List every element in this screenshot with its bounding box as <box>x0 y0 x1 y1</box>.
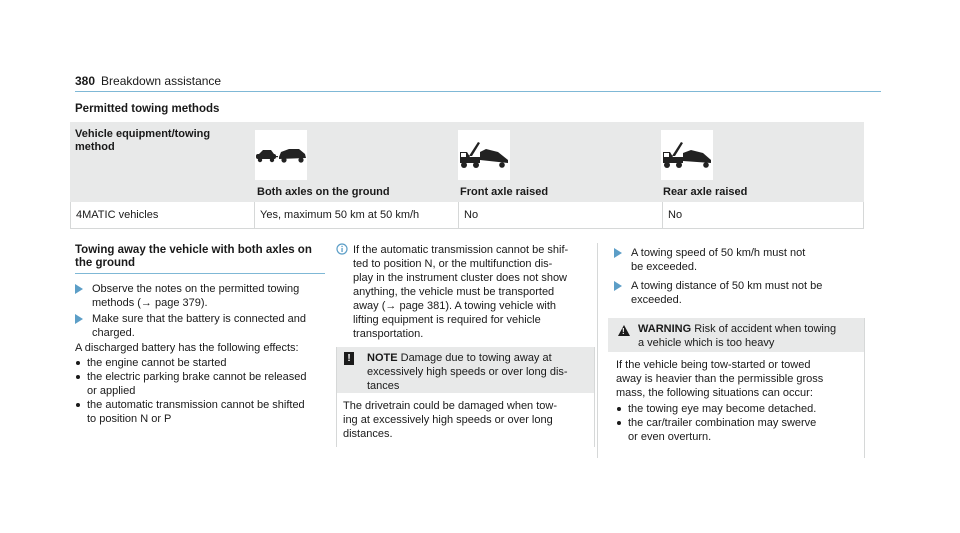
table-header-label: Both axles on the ground <box>257 186 390 198</box>
table-header-cell <box>456 122 659 202</box>
note-body: The drivetrain could be damaged when tow- ing at excessively high speeds or over long distances. <box>343 400 558 440</box>
table-header-cell <box>253 122 456 202</box>
table-title: Permitted towing methods <box>75 103 220 115</box>
list-item: the electric parking brake cannot be released or applied <box>75 370 330 398</box>
table-header-cell <box>659 122 864 202</box>
effects-list <box>75 356 330 426</box>
step-arrow-icon <box>614 281 622 291</box>
note-label: NOTE <box>367 352 398 364</box>
step-arrow-icon <box>614 248 622 258</box>
table-header-cell <box>70 122 253 202</box>
note-box <box>336 347 595 447</box>
warning-triangle-icon: ! <box>618 325 630 336</box>
column-divider <box>597 243 598 458</box>
page-header <box>75 74 221 88</box>
section-heading: Towing away the vehicle with both axles on the ground <box>75 244 312 269</box>
table-row <box>70 202 864 229</box>
car-towed-icon <box>255 130 307 180</box>
table-header-row <box>70 122 864 202</box>
table-cell: No <box>668 209 683 221</box>
tow-truck-front-raised-icon <box>458 130 510 180</box>
warning-label: WARNING <box>638 323 692 335</box>
table-header-label: Vehicle equipment/towing method <box>75 128 211 153</box>
warning-list <box>616 402 858 444</box>
list-item: the car/trailer combination may swerve or even overturn. <box>616 416 858 444</box>
list-item: the automatic transmission cannot be shifted to position N or P <box>75 398 330 426</box>
info-icon <box>336 243 348 255</box>
warning-header: ! WARNING Risk of accident when towing a vehicle which is too heavy <box>608 318 864 352</box>
info-block: If the automatic transmission cannot be shif- ted to position N, or the multifunction dis- play in the instrument cluster does not show anything, the vehicle must be transported away (→ page 381). A towing vehicle with lifting equipment is required for vehicle transportation. <box>336 243 591 341</box>
step-item: A towing distance of 50 km must not be exceeded. <box>614 279 871 307</box>
list-item: the engine cannot be started <box>75 356 330 370</box>
step-item: Make sure that the battery is connected and charged. <box>75 312 332 340</box>
table-header-label: Rear axle raised <box>663 186 748 198</box>
section-rule <box>75 273 325 274</box>
list-item: the towing eye may become detached. <box>616 402 858 416</box>
table-header-label: Front axle raised <box>460 186 549 198</box>
table-cell: 4MATIC vehicles <box>71 202 255 228</box>
section-name: Breakdown assistance <box>101 74 222 88</box>
warning-body: If the vehicle being tow-started or towed away is heavier than the permissible gross mass, the following situations can occur: the towing eye may become detached. the car/trailer combination may swerve or even overturn. <box>608 352 864 450</box>
step-item: Observe the notes on the permitted towing methods (→ page 379). <box>75 282 332 310</box>
note-header: ! NOTE Damage due to towing away at excessively high speeds or over long dis- tances <box>337 347 594 393</box>
tow-truck-rear-raised-icon <box>661 130 713 180</box>
towing-methods-table <box>70 122 864 229</box>
table-cell: No <box>459 202 663 228</box>
header-rule <box>75 91 881 92</box>
step-item: A towing speed of 50 km/h must not be exceeded. <box>614 246 871 274</box>
step-arrow-icon <box>75 284 83 294</box>
exclamation-icon: ! <box>344 352 354 365</box>
effects-intro: A discharged battery has the following effects: <box>75 342 299 354</box>
table-cell: Yes, maximum 50 km at 50 km/h <box>255 202 459 228</box>
step-arrow-icon <box>75 314 83 324</box>
page-number: 380 <box>75 74 96 88</box>
warning-box <box>608 318 865 458</box>
